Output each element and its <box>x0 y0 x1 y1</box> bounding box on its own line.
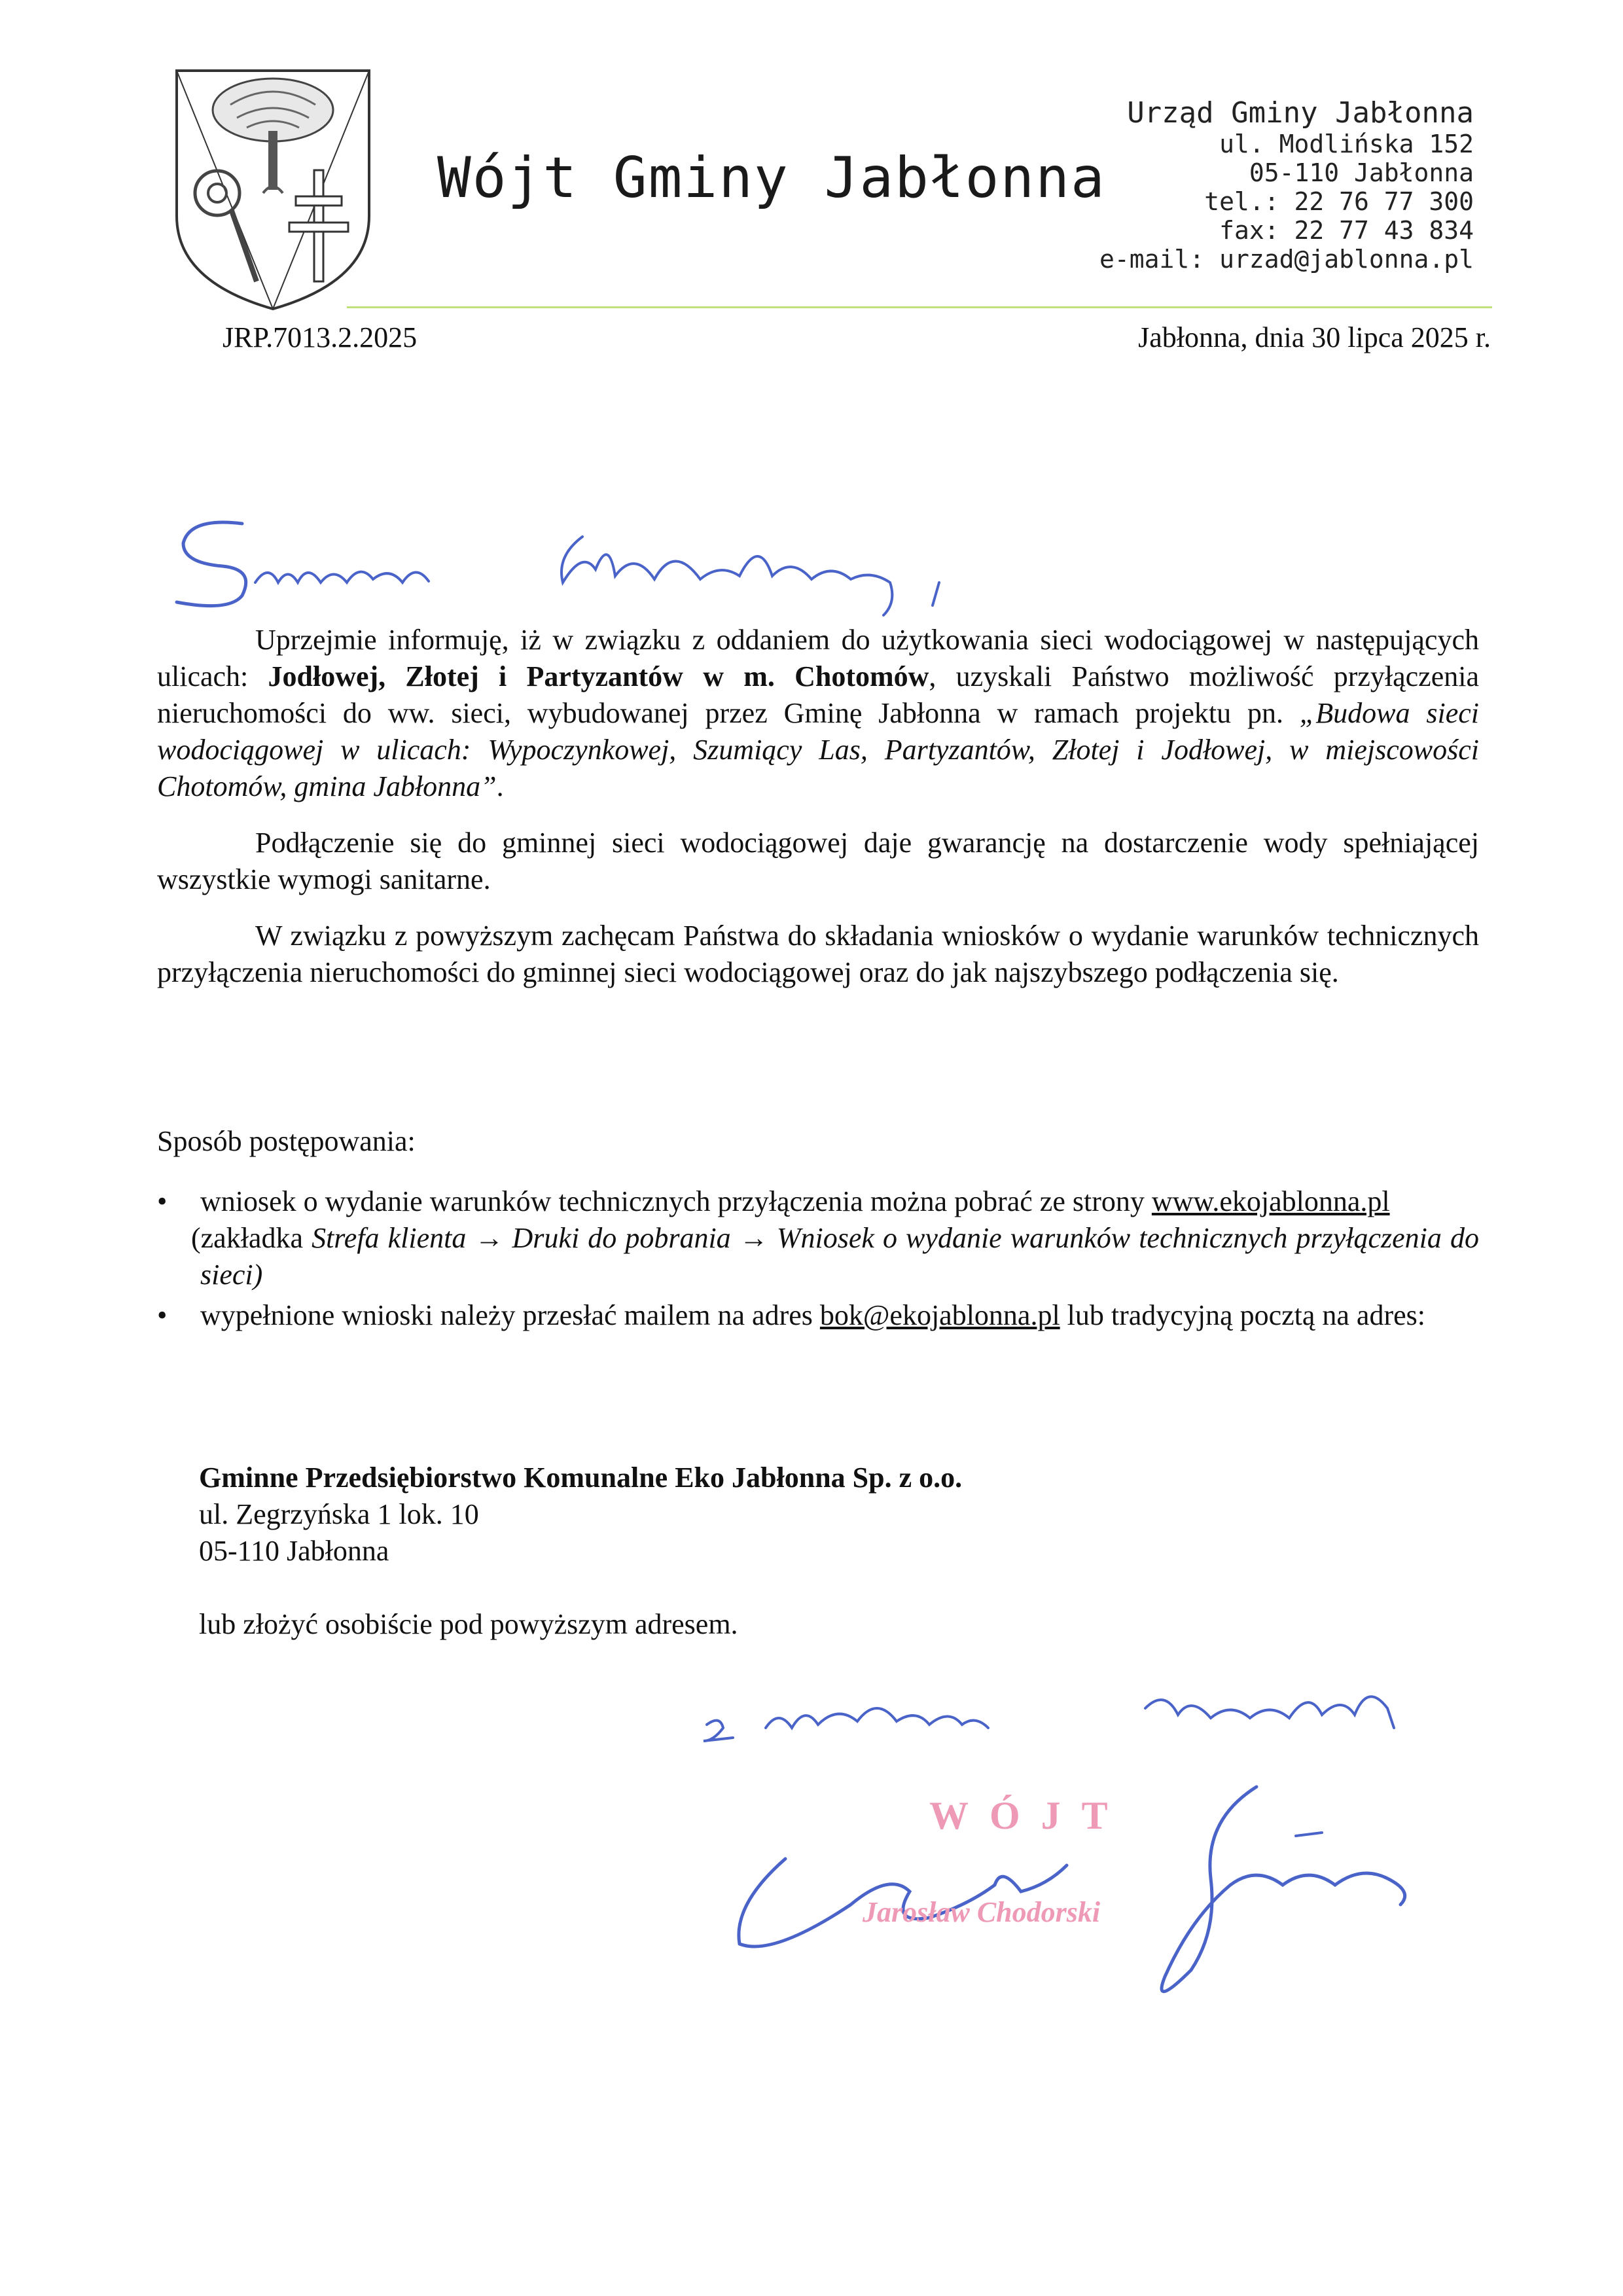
procedure-title: Sposób postępowania: <box>157 1125 416 1157</box>
p1-text-b: , uzyskali Państwo możliwość przyłączenia nieruchomości do ww. sieci, wybudowanej przez Gminę Jabłonna w ramach projektu pn. <box>157 660 1479 729</box>
company-address <box>199 1460 962 1570</box>
p1-text-a: Uprzejmie informuję, iż w związku z oddaniem do użytkowania sieci wodociągowej w następujących ulicach: <box>157 624 1479 692</box>
procedure-list <box>157 1183 1479 1338</box>
office-city: 05-110 Jabłonna <box>1249 158 1474 187</box>
bullet-icon: • <box>157 1299 168 1331</box>
bullet2-text: wypełnione wnioski należy przesłać mailem na adres <box>200 1299 820 1331</box>
header-divider <box>347 306 1492 308</box>
place-date: Jabłonna, dnia 30 lipca 2025 r. <box>1138 321 1491 353</box>
list-item <box>157 1183 1479 1293</box>
email-link[interactable]: bok@ekojablonna.pl <box>819 1299 1060 1331</box>
bullet1-sub-open: (zakładka <box>191 1222 312 1254</box>
website-link[interactable]: www.ekojablonna.pl <box>1151 1185 1390 1217</box>
p1-end: . <box>496 770 504 802</box>
office-street: ul. Modlińska 152 <box>1219 130 1474 158</box>
bullet1-sub <box>191 1222 1479 1291</box>
bullet1-text: wniosek o wydanie warunków technicznych przyłączenia można pobrać ze strony <box>200 1185 1152 1217</box>
stamp-title: WÓJT <box>929 1794 1129 1837</box>
closing-note: lub złożyć osobiście pod powyższym adresem. <box>199 1608 738 1640</box>
bullet1-sub-path: Strefa klienta → Druki do pobrania → Wniosek o wydanie warunków technicznych przyłączenia do sieci) <box>200 1222 1479 1291</box>
letter-body <box>157 622 1479 1011</box>
bullet2-end: lub tradycyjną pocztą na adres: <box>1060 1299 1425 1331</box>
office-phone: tel.: 22 76 77 300 <box>1204 187 1474 216</box>
office-contact-block <box>976 97 1474 274</box>
header-title: Wójt Gminy Jabłonna <box>437 145 1106 211</box>
list-item <box>157 1297 1479 1334</box>
p1-streets: Jodłowej, Złotej i Partyzantów w m. Chotomów <box>268 660 929 692</box>
company-name: Gminne Przedsiębiorstwo Komunalne Eko Jabłonna Sp. z o.o. <box>199 1462 963 1494</box>
reference-number: JRP.7013.2.2025 <box>223 321 418 353</box>
coat-of-arms-logo <box>171 65 374 314</box>
stamp-name: Jarosław Chodorski <box>863 1896 1101 1928</box>
handwritten-signature <box>694 1669 1479 2009</box>
handwritten-greeting <box>164 497 1014 628</box>
paragraph-3: W związku z powyższym zachęcam Państwa do składania wniosków o wydanie warunków technicznych przyłączenia nieruchomości do gminnej sieci wodociągowej oraz do jak najszybszego podłączenia się. <box>157 920 1479 988</box>
paragraph-1 <box>157 622 1479 805</box>
company-street: ul. Zegrzyńska 1 lok. 10 <box>199 1498 479 1530</box>
office-name: Urząd Gminy Jabłonna <box>1127 96 1474 130</box>
paragraph-2: Podłączenie się do gminnej sieci wodociągowej daje gwarancję na dostarczenie wody spełniającej wszystkie wymogi sanitarne. <box>157 827 1479 895</box>
p1-project-name: „Budowa sieci wodociągowej w ulicach: Wypoczynkowej, Szumiący Las, Partyzantów, Złotej i Jodłowej, w miejscowości Chotomów, gmina Jabłonna” <box>157 697 1480 802</box>
office-email: e-mail: urzad@jablonna.pl <box>1099 245 1474 274</box>
company-city: 05-110 Jabłonna <box>199 1535 389 1567</box>
office-fax: fax: 22 77 43 834 <box>1219 216 1474 245</box>
bullet-icon: • <box>157 1185 168 1217</box>
